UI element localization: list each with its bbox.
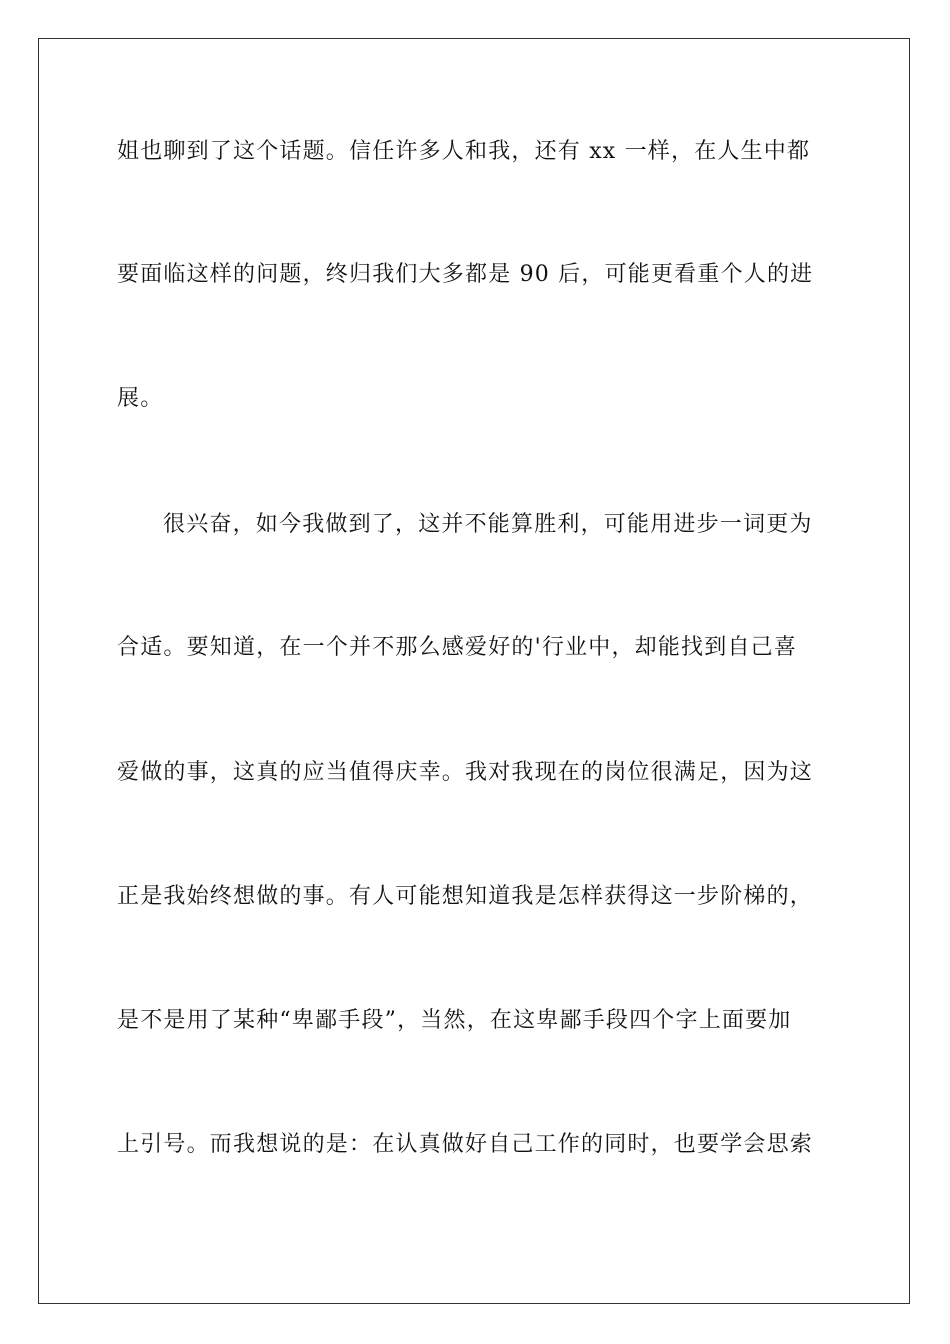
paragraph-line-3: 展。 [117,386,164,411]
paragraph-line-5: 合适。要知道，在一个并不那么感爱好的'行业中，却能找到自己喜 [117,635,798,660]
paragraph-line-8: 是不是用了某种“卑鄙手段”，当然，在这卑鄙手段四个字上面要加 [117,1008,792,1033]
page-border [38,38,910,1304]
paragraph-line-6: 爱做的事，这真的应当值得庆幸。我对我现在的岗位很满足，因为这 [117,760,814,785]
paragraph-line-4: 很兴奋，如今我做到了，这并不能算胜利，可能用进步一词更为 [163,512,813,537]
paragraph-line-7: 正是我始终想做的事。有人可能想知道我是怎样获得这一步阶梯的， [117,884,814,909]
paragraph-line-9: 上引号。而我想说的是：在认真做好自己工作的同时，也要学会思索 [117,1132,814,1157]
paragraph-line-1: 姐也聊到了这个话题。信任许多人和我，还有 xx 一样，在人生中都 [117,139,811,164]
paragraph-line-2: 要面临这样的问题，终归我们大多都是 90 后，可能更看重个人的进 [117,262,814,287]
